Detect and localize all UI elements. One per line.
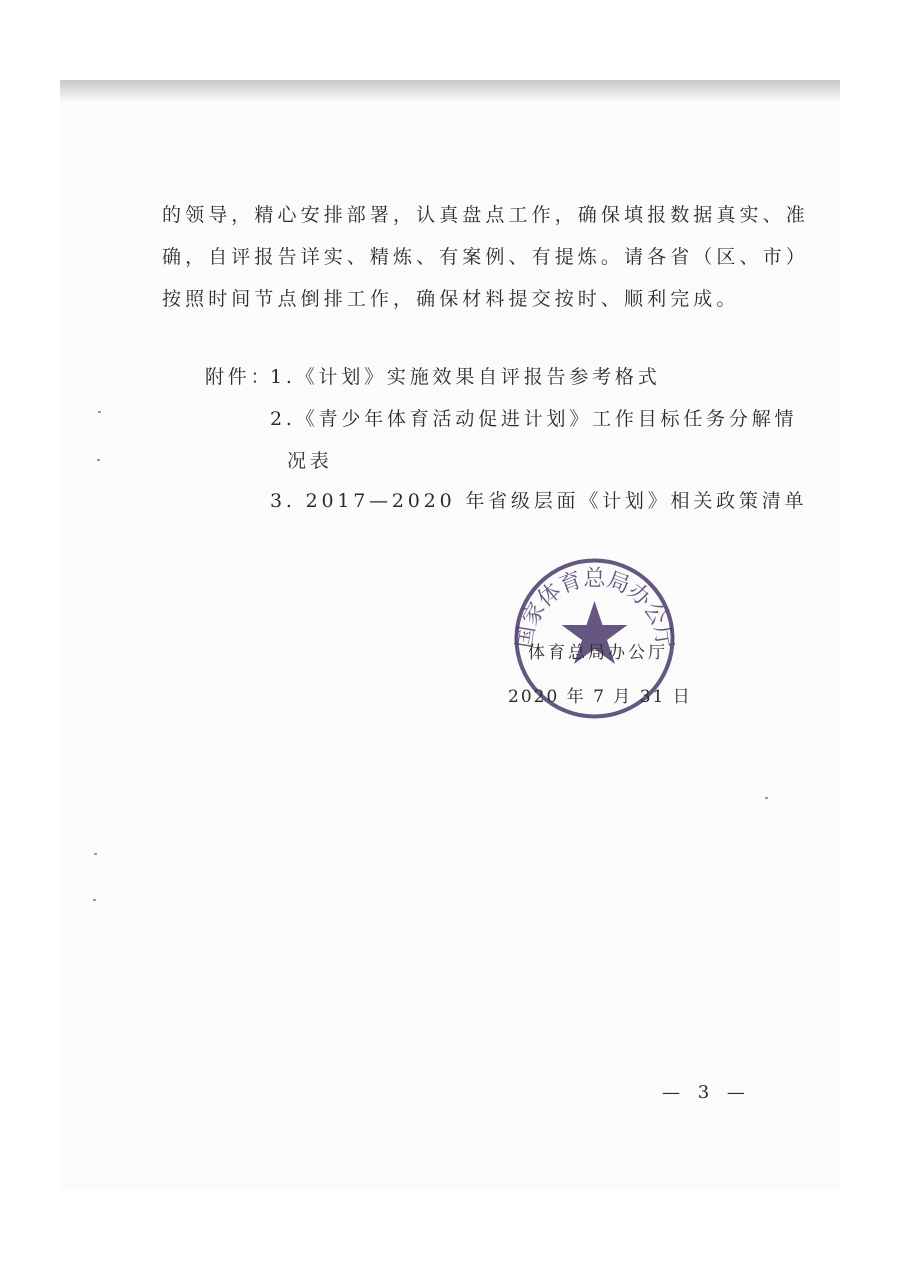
scan-speck — [93, 899, 96, 901]
scan-speck — [765, 797, 768, 799]
body-text-line: 确，自评报告详实、精炼、有案例、有提炼。请各省（区、市） — [162, 246, 809, 268]
issuer-name: 体育总局办公厅 — [528, 643, 668, 663]
attachment-item: 1.《计划》实施效果自评报告参考格式 — [270, 366, 661, 388]
seal-text: 国家体育总局办公厅 — [512, 566, 677, 650]
scan-edge-shadow — [60, 80, 840, 102]
body-text-line: 按照时间节点倒排工作，确保材料提交按时、顺利完成。 — [162, 288, 740, 310]
attachment-item-continuation: 况表 — [287, 450, 333, 472]
body-text-line: 的领导，精心安排部署，认真盘点工作，确保填报数据真实、准 — [162, 204, 809, 226]
scan-speck — [94, 853, 97, 855]
attachment-item: 3. 2017—2020 年省级层面《计划》相关政策清单 — [270, 490, 808, 512]
page-number: — 3 — — [662, 1082, 751, 1103]
scan-speck — [97, 459, 100, 461]
attachments-label: 附件： — [205, 366, 274, 388]
scan-speck — [98, 411, 101, 413]
issue-date: 2020 年 7 月 31 日 — [508, 687, 692, 707]
attachment-item: 2.《青少年体育活动促进计划》工作目标任务分解情 — [270, 408, 798, 430]
